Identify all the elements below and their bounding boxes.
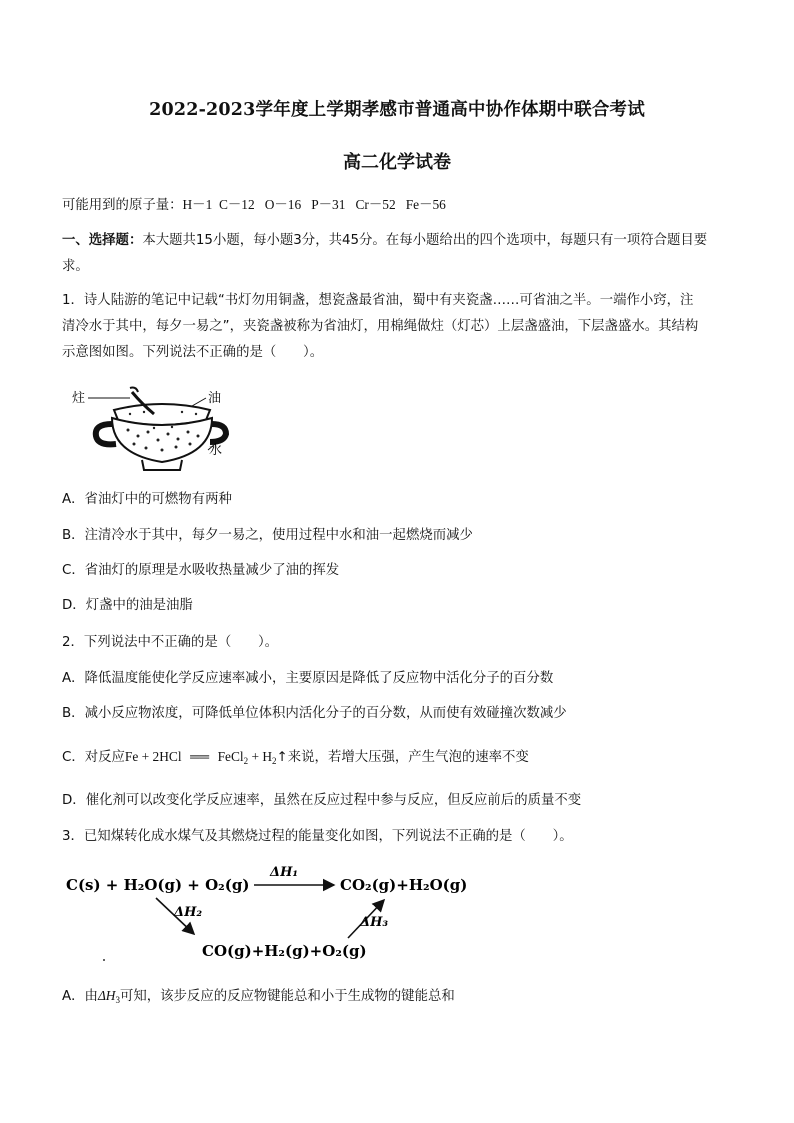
atomic-masses-label: 可能用到的原子量： [62,198,183,213]
page-title: 2022-2023学年度上学期孝感市普通高中协作体期中联合考试 [149,100,645,120]
q2-option-c-product-fecl: FeCl [217,749,244,764]
q1-stem-line-2: 清冷水于其中，每夕一易之”，夹瓷盏被称为省油灯，用棉绳做炷（灯芯）上层盏盛油，下层盏盛水。其结构 [62,319,699,334]
q2-option-c-sub-2: 2 [243,756,249,766]
q3-option-a [62,983,455,1013]
atomic-masses [62,192,446,219]
q2-option-b: B．减小反应物浓度，可降低单位体积内活化分子的百分数，从而使有效碰撞次数减少 [62,706,567,721]
energy-path-diagram [64,858,484,968]
q3-option-a-prefix: A．由 [62,989,98,1004]
oil-lamp-figure [72,384,242,476]
q1-stem-line-1: 1．诗人陆游的笔记中记载“书灯勿用铜盏，想瓷盏最省油，蜀中有夹瓷盏……可省油之半。一端作小窍，注 [62,293,694,308]
q2-option-c [62,744,529,774]
equals-sign: ══ [190,749,210,764]
section-heading: 一、选择题： [62,233,143,248]
q2-option-c-reactants: Fe + 2HCl [124,749,182,764]
dh3-label: ΔH₃ [360,915,389,930]
diagram-right-species: CO₂(g)+H₂O(g) [340,876,468,894]
diagram-left-species: C(s) + H₂O(g) + O₂(g) [66,876,250,894]
q2-option-a: A．降低温度能使化学反应速率减小，主要原因是降低了反应物中活化分子的百分数 [62,671,554,686]
page-subtitle: 高二化学试卷 [343,152,451,173]
q1-option-c: C．省油灯的原理是水吸收热量减少了油的挥发 [62,563,340,578]
q3-option-a-sub: 3 [115,995,120,1005]
oil-label: 油 [208,391,222,406]
q2-option-c-product-h: + H [248,749,273,764]
q3-option-a-suffix: 可知，该步反应的反应物键能总和小于生成物的键能总和 [119,989,455,1004]
q3-option-a-symbol: ΔH [97,988,116,1003]
water-label: 水 [209,443,223,458]
wick-label: 炷 [72,391,86,406]
q3-stem: 3．已知煤转化成水煤气及其燃烧过程的能量变化如图，下列说法不正确的是（ ）。 [62,829,573,844]
section-instructions [62,228,732,280]
atomic-masses-values: H－1 C－12 O－16 P－31 Cr－52 Fe－56 [182,197,446,212]
q2-option-c-suffix: ↑来说，若增大压强，产生气泡的速率不变 [276,750,529,765]
section-text: 本大题共15小题，每小题3分，共45分。在每小题给出的四个选项中，每题只有一项符合题目要求。 [62,233,708,274]
q2-option-c-sub-h2: 2 [272,756,277,766]
q2-stem: 2．下列说法中不正确的是（ ）。 [62,635,279,650]
q1-stem-line-3: 示意图如图。下列说法不正确的是（ ）。 [62,345,324,360]
q1-option-b: B．注清冷水于其中，每夕一易之，使用过程中水和油一起燃烧而减少 [62,528,473,543]
q1-option-a: A．省油灯中的可燃物有两种 [62,492,232,507]
diagram-bottom-species: CO(g)+H₂(g)+O₂(g) [202,942,367,960]
dh1-label: ΔH₁ [270,865,299,880]
q2-option-c-prefix: C．对反应 [62,750,125,765]
dh2-label: ΔH₂ [174,905,203,920]
q1-option-d: D．灯盏中的油是油脂 [62,598,193,613]
q2-option-d: D．催化剂可以改变化学反应速率，虽然在反应过程中参与反应，但反应前后的质量不变 [62,793,582,808]
